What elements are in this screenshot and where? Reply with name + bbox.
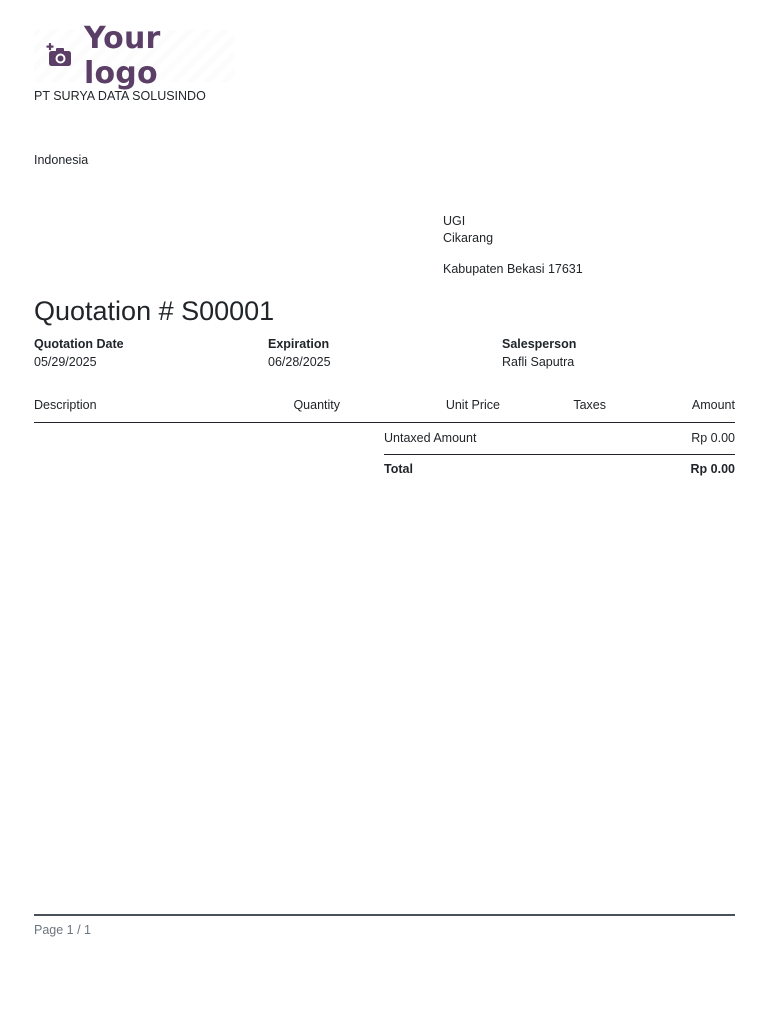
total-label: Total (384, 462, 413, 476)
quotation-date-label: Quotation Date (34, 337, 124, 351)
column-header-quantity: Quantity (293, 398, 340, 412)
company-country: Indonesia (34, 153, 89, 167)
page-number: Page 1 / 1 (34, 923, 91, 937)
salesperson-value: Rafli Saputra (502, 355, 575, 369)
customer-city: Cikarang (443, 231, 494, 245)
untaxed-amount-label: Untaxed Amount (384, 431, 477, 445)
table-header-divider (34, 422, 735, 423)
footer-divider (34, 914, 735, 916)
customer-region: Kabupaten Bekasi 17631 (443, 262, 583, 276)
salesperson-label: Salesperson (502, 337, 577, 351)
column-header-amount: Amount (691, 398, 735, 412)
document-title: Quotation # S00001 (34, 296, 275, 326)
logo-text: Your logo (84, 21, 161, 91)
customer-name: UGI (443, 214, 466, 228)
quotation-date-value: 05/29/2025 (34, 355, 97, 369)
column-header-description: Description (34, 398, 97, 412)
total-value: Rp 0.00 (690, 462, 735, 476)
company-name: PT SURYA DATA SOLUSINDO (34, 89, 206, 103)
untaxed-amount-value: Rp 0.00 (691, 431, 735, 445)
column-header-unit-price: Unit Price (445, 398, 500, 412)
totals-divider (384, 454, 735, 455)
company-logo (34, 21, 234, 91)
column-header-taxes: Taxes (573, 398, 606, 412)
expiration-value: 06/28/2025 (268, 355, 331, 369)
camera-plus-icon (46, 42, 74, 70)
expiration-label: Expiration (268, 337, 330, 351)
